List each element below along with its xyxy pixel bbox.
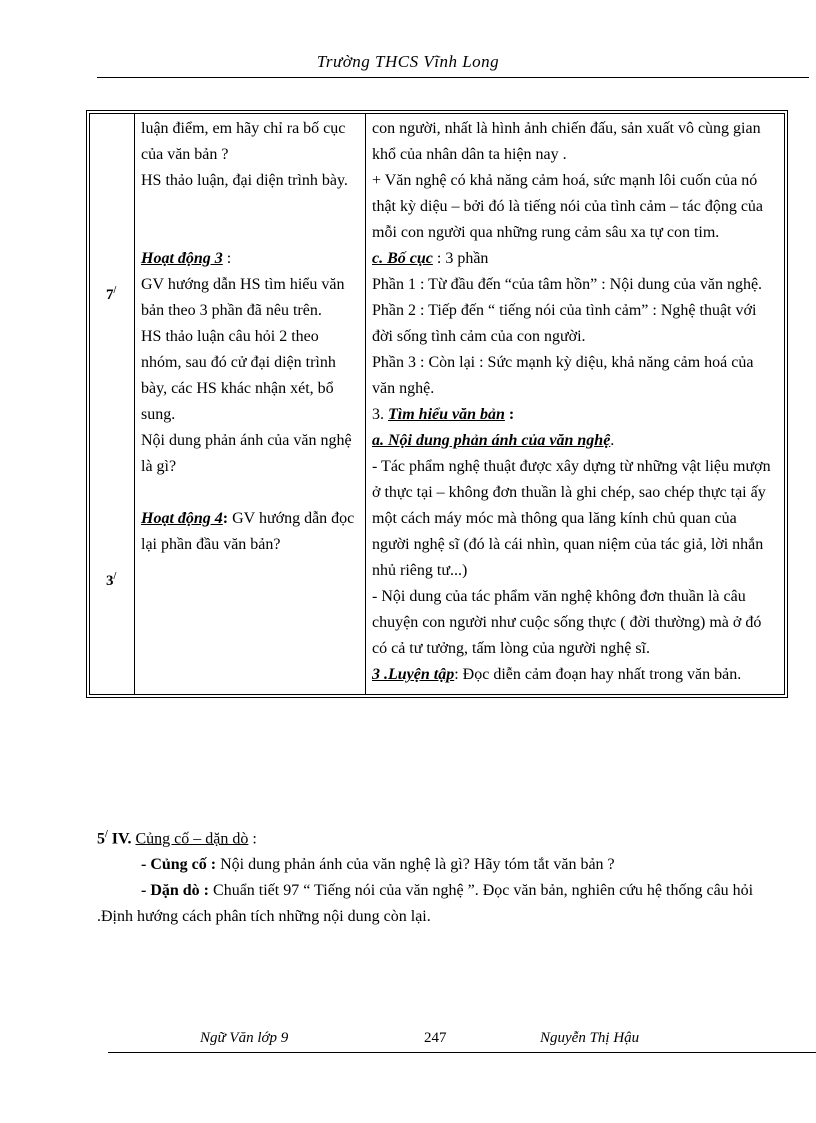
activity-text: Nội dung phản ánh của văn nghệ là gì?	[141, 432, 352, 475]
content-text: Phần 1 : Từ đầu đến “của tâm hồn” : Nội dung của văn nghệ.	[372, 276, 763, 293]
footer-page-number: 247	[424, 1030, 447, 1046]
activity-text: luận điểm, em hãy chỉ ra bố cục của văn bản ?	[141, 120, 346, 163]
content-text: Phần 3 : Còn lại : Sức mạnh kỳ diệu, khả năng cảm hoá của văn nghệ.	[372, 354, 754, 397]
lesson-table	[89, 113, 785, 695]
noidung-heading: a. Nội dung phản ánh của văn nghệ.	[372, 432, 615, 449]
activity-column	[135, 114, 366, 694]
activity-4-heading: Hoạt động 4: GV hướng dẫn đọc lại phần đầu văn bản?	[141, 510, 355, 553]
activity-text: GV hướng dẫn HS tìm hiểu văn bản theo 3 phần đã nêu trên.	[141, 276, 345, 319]
footer-divider	[108, 1052, 816, 1053]
activity-text: HS thảo luận câu hỏi 2 theo nhóm, sau đó cử đại diện trình bày, các HS khác nhận xét, bổ sung.	[141, 328, 336, 423]
timhieu-heading: 3. Tìm hiểu văn bản :	[372, 406, 515, 423]
time-mark-3: 3/	[106, 571, 117, 589]
page-header-title: Trường THCS Vĩnh Long	[316, 52, 500, 71]
header-divider	[97, 77, 809, 78]
footer-subject: Ngữ Văn lớp 9	[200, 1030, 289, 1046]
content-text: - Tác phẩm nghệ thuật được xây dựng từ những vật liệu mượn ở thực tại – không đơn thuần là ghi chép, sao chép thực tại ấy một cách máy móc mà thông qua lăng kính chủ quan của người nghệ sĩ (đó là cái nhìn, quan niệm của tác giả, lời nhắn nhủ riêng tư...)	[372, 458, 771, 579]
dando-line: - Dặn dò : Chuẩn tiết 97 “ Tiếng nói của văn nghệ ”. Đọc văn bản, nghiên cứu hệ thống câu hỏi .Định hướng cách phân tích những nội dung còn lại.	[97, 882, 754, 926]
footer-author: Nguyễn Thị Hậu	[540, 1030, 640, 1046]
bocuc-heading: c. Bố cục : 3 phần	[372, 250, 489, 267]
time-mark-7: 7/	[106, 285, 117, 303]
content-column	[366, 114, 784, 694]
summary-section	[97, 822, 777, 930]
summary-heading: 5/ IV. Củng cố – dặn dò :	[97, 829, 257, 848]
content-text: Phần 2 : Tiếp đến “ tiếng nói của tình cảm” : Nghệ thuật với đời sống tình cảm của con người.	[372, 302, 757, 345]
luyentap-heading: 3 .Luyện tập: Đọc diễn cảm đoạn hay nhất trong văn bản.	[372, 666, 742, 683]
cungco-line: - Củng cố : Nội dung phản ánh của văn nghệ là gì? Hãy tóm tắt văn bản ?	[141, 856, 615, 874]
content-text: con người, nhất là hình ảnh chiến đấu, sản xuất vô cùng gian khổ của nhân dân ta hiện nay .	[372, 120, 761, 163]
content-text: + Văn nghệ có khả năng cảm hoá, sức mạnh lôi cuốn của nó thật kỳ diệu – bởi đó là tiếng nói của tình cảm – tác động của mỗi con người qua những rung cảm sâu xa tự con tim.	[372, 172, 764, 241]
table-row	[90, 114, 784, 694]
content-text: - Nội dung của tác phẩm văn nghệ không đơn thuần là câu chuyện con người như cuộc sống thực ( đời thường) mà ở đó có cả tư tưởng, tấm lòng của người nghệ sĩ.	[372, 588, 762, 657]
activity-3-heading: Hoạt động 3 :	[141, 250, 232, 267]
time-column	[90, 114, 135, 694]
activity-text: HS thảo luận, đại diện trình bày.	[141, 172, 348, 189]
